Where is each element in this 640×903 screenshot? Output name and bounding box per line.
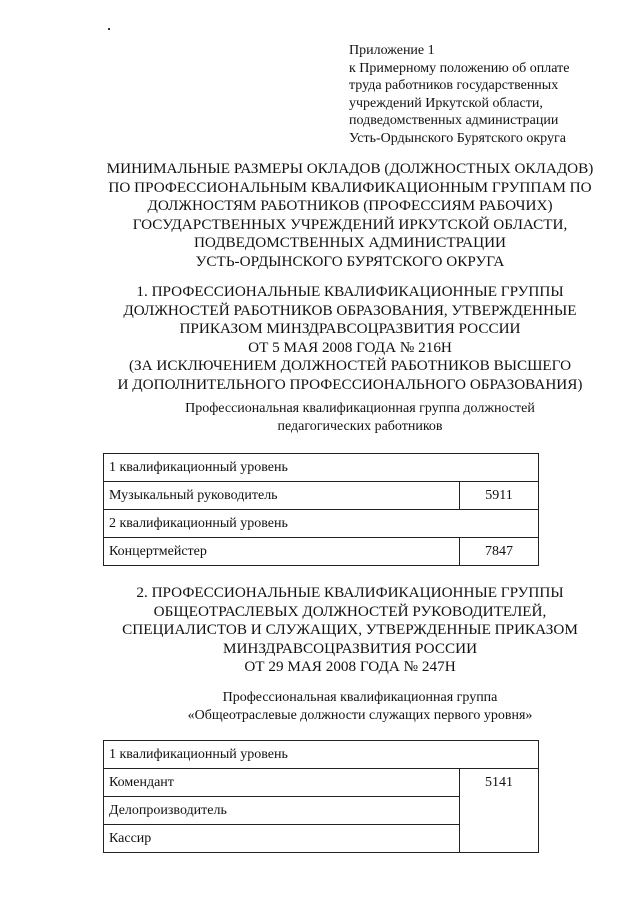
scan-speck: [108, 28, 110, 30]
table-row: [104, 482, 539, 510]
position-cell: Музыкальный руководитель: [104, 482, 460, 510]
section2-table: [103, 740, 539, 853]
group-title-line: Профессиональная квалификационная группа должностей: [185, 401, 535, 416]
section1-heading-line: И ДОПОЛНИТЕЛЬНОГО ПРОФЕССИОНАЛЬНОГО ОБРАЗОВАНИЯ): [117, 375, 583, 393]
section1-heading: [80, 283, 620, 395]
title-line: ГОСУДАРСТВЕННЫХ УЧРЕЖДЕНИЙ ИРКУТСКОЙ ОБЛАСТИ,: [132, 215, 568, 233]
appendix-line: учреждений Иркутской области,: [349, 95, 543, 111]
appendix-line: Приложение 1: [349, 43, 435, 58]
salary-cell: 7847: [460, 538, 539, 566]
title-line: ДОЛЖНОСТЯМ РАБОТНИКОВ (ПРОФЕССИЯМ РАБОЧИХ): [147, 197, 553, 215]
title-line: ПО ПРОФЕССИОНАЛЬНЫМ КВАЛИФИКАЦИОННЫМ ГРУППАМ ПО: [108, 178, 592, 196]
title-line: МИНИМАЛЬНЫЕ РАЗМЕРЫ ОКЛАДОВ (ДОЛЖНОСТНЫХ ОКЛАДОВ): [106, 160, 594, 177]
section2-heading-line: ОБЩЕОТРАСЛЕВЫХ ДОЛЖНОСТЕЙ РУКОВОДИТЕЛЕЙ,: [153, 602, 547, 620]
table-row: [104, 454, 539, 482]
group-title-line: Профессиональная квалификационная группа: [222, 690, 498, 705]
appendix-note: [349, 42, 629, 147]
position-cell: Делопроизводитель: [104, 797, 460, 825]
level-cell: 2 квалификационный уровень: [104, 510, 539, 538]
section1-heading-line: ПРИКАЗОМ МИНЗДРАВСОЦРАЗВИТИЯ РОССИИ: [179, 320, 521, 338]
section2-heading-line: ОТ 29 МАЯ 2008 ГОДА № 247Н: [244, 658, 456, 676]
section2-heading-line: МИНЗДРАВСОЦРАЗВИТИЯ РОССИИ: [222, 639, 478, 657]
section1-heading-line: 1. ПРОФЕССИОНАЛЬНЫЕ КВАЛИФИКАЦИОННЫЕ ГРУППЫ: [136, 283, 564, 300]
salary-cell: 5911: [460, 482, 539, 510]
section1-table: [103, 453, 539, 566]
salary-cell: 5141: [460, 769, 539, 853]
appendix-line: труда работников государственных: [349, 78, 559, 93]
position-cell: Кассир: [104, 825, 460, 853]
section2-heading-line: 2. ПРОФЕССИОНАЛЬНЫЕ КВАЛИФИКАЦИОННЫЕ ГРУППЫ: [136, 584, 564, 601]
title-line: УСТЬ-ОРДЫНСКОГО БУРЯТСКОГО ОКРУГА: [195, 252, 505, 270]
level-cell: 1 квалификационный уровень: [104, 741, 539, 769]
section1-group-title: [80, 400, 640, 435]
section1-heading-line: ОТ 5 МАЯ 2008 ГОДА № 216Н: [248, 338, 452, 356]
document-title: [80, 160, 620, 272]
section2-heading: [80, 584, 620, 677]
position-cell: Комендант: [104, 769, 460, 797]
appendix-line: Усть-Ордынского Бурятского округа: [349, 130, 566, 146]
position-cell: Концертмейстер: [104, 538, 460, 566]
level-cell: 1 квалификационный уровень: [104, 454, 539, 482]
section1-heading-line: ДОЛЖНОСТЕЙ РАБОТНИКОВ ОБРАЗОВАНИЯ, УТВЕРЖДЕННЫЕ: [123, 301, 577, 319]
group-title-line: педагогических работников: [277, 418, 443, 434]
table-row: [104, 538, 539, 566]
table-row: [104, 741, 539, 769]
table-row: [104, 510, 539, 538]
section2-heading-line: СПЕЦИАЛИСТОВ И СЛУЖАЩИХ, УТВЕРЖДЕННЫЕ ПРИКАЗОМ: [122, 621, 578, 639]
group-title-line: «Общеотраслевые должности служащих первого уровня»: [187, 707, 533, 723]
section2-group-title: [80, 689, 640, 724]
section1-heading-line: (ЗА ИСКЛЮЧЕНИЕМ ДОЛЖНОСТЕЙ РАБОТНИКОВ ВЫСШЕГО: [128, 357, 572, 375]
appendix-line: подведомственных администрации: [349, 113, 559, 128]
title-line: ПОДВЕДОМСТВЕННЫХ АДМИНИСТРАЦИИ: [193, 234, 507, 252]
appendix-line: к Примерному положению об оплате: [349, 60, 570, 76]
table-row: [104, 769, 539, 797]
